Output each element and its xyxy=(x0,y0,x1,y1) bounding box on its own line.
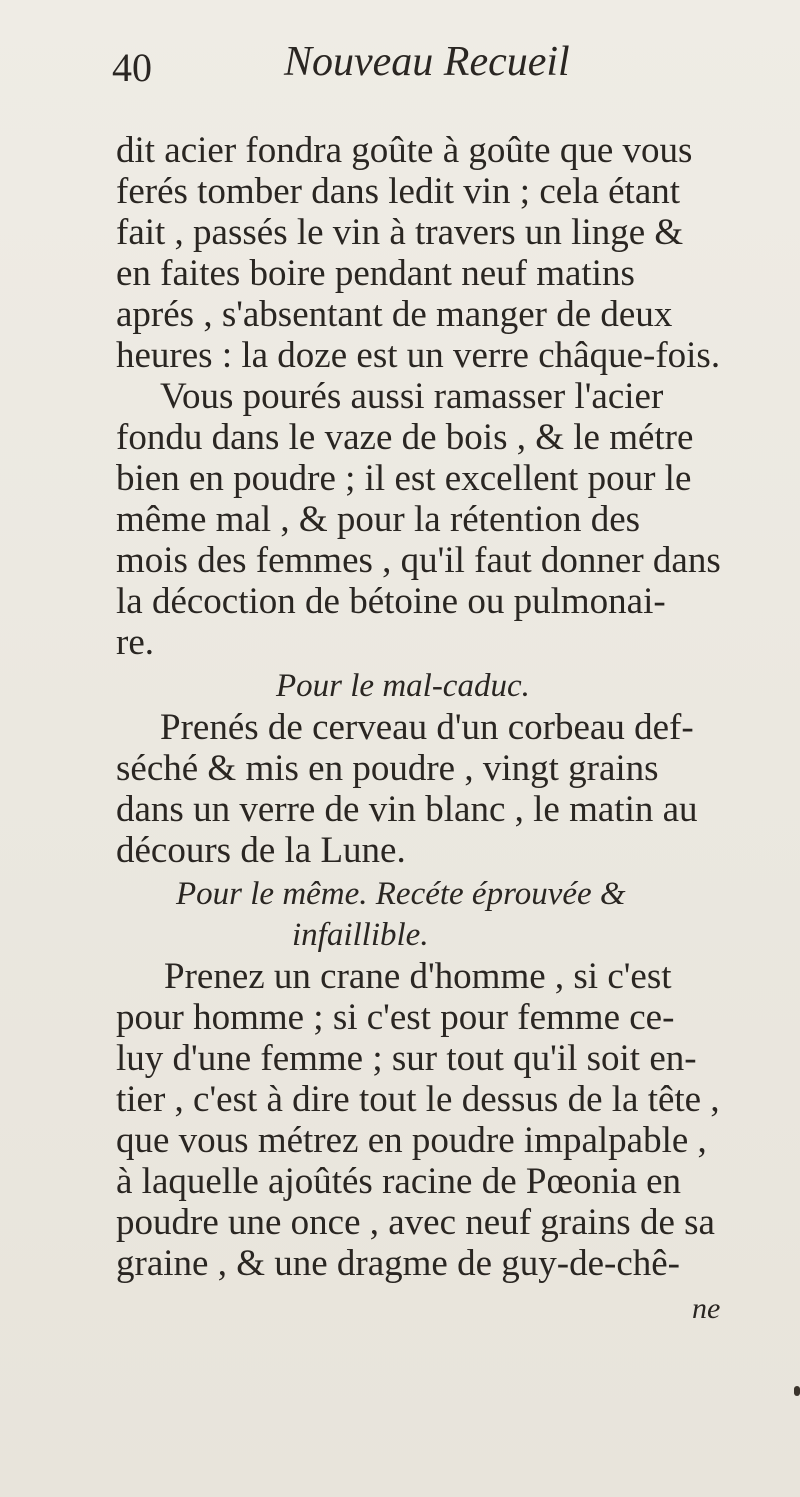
section-heading: infaillible. xyxy=(292,917,429,953)
section-heading: Pour le mal-caduc. xyxy=(276,668,530,704)
text-line: à laquelle ajoûtés racine de Pœonia en xyxy=(116,1161,682,1202)
running-title: Nouveau Recueil xyxy=(284,39,570,85)
text-line: mois des femmes , qu'il faut donner dans xyxy=(116,540,721,581)
text-line: fondu dans le vaze de bois , & le métre xyxy=(116,417,694,458)
text-line: pour homme ; si c'est pour femme ce- xyxy=(116,997,675,1038)
text-line: graine , & une dragme de guy-de-chê- xyxy=(116,1243,680,1284)
text-line: dans un verre de vin blanc , le matin au xyxy=(116,789,698,830)
text-line: bien en poudre ; il est excellent pour le xyxy=(116,458,692,499)
text-line: Prenez un crane d'homme , si c'est xyxy=(164,956,672,997)
text-line: fait , passés le vin à travers un linge & xyxy=(116,212,684,253)
text-line: heures : la doze est un verre châque-fois. xyxy=(116,335,721,376)
text-line: Vous pourés aussi ramasser l'acier xyxy=(160,376,664,417)
text-line: séché & mis en poudre , vingt grains xyxy=(116,748,659,789)
text-line: re. xyxy=(116,622,154,663)
text-line: luy d'une femme ; sur tout qu'il soit en- xyxy=(116,1038,697,1079)
text-line: décours de la Lune. xyxy=(116,830,406,871)
text-line: dit acier fondra goûte à goûte que vous xyxy=(116,130,693,171)
text-line: poudre une once , avec neuf grains de sa xyxy=(116,1202,715,1243)
catchword: ne xyxy=(692,1292,721,1325)
text-line: tier , c'est à dire tout le dessus de la tête , xyxy=(116,1079,720,1120)
text-line: aprés , s'absentant de manger de deux xyxy=(116,294,673,335)
text-line: Prenés de cerveau d'un corbeau def- xyxy=(160,707,694,748)
text-line: ferés tomber dans ledit vin ; cela étant xyxy=(116,171,681,212)
text-line: que vous métrez en poudre impalpable , xyxy=(116,1120,707,1161)
page-header xyxy=(112,38,752,98)
section-heading: Pour le même. Recéte éprouvée & xyxy=(176,876,626,912)
page-number: 40 xyxy=(112,45,152,90)
text-line: en faites boire pendant neuf matins xyxy=(116,253,635,294)
ink-speck xyxy=(794,1386,800,1396)
text-line: la décoction de bétoine ou pulmonai- xyxy=(116,581,666,622)
text-line: même mal , & pour la rétention des xyxy=(116,499,641,540)
